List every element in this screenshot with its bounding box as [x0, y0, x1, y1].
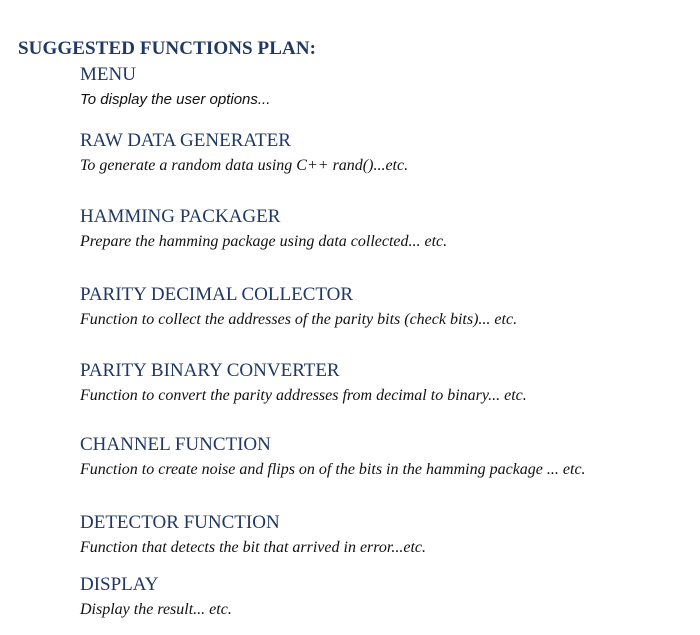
section-parity-decimal-collector [80, 284, 517, 330]
section-description: To generate a random data using C++ rand()...etc. [80, 157, 409, 174]
section-menu [80, 64, 270, 110]
section-description: Function to create noise and flips on of the bits in the hamming package ... etc. [80, 461, 586, 478]
section-heading: MENU [80, 64, 136, 85]
section-heading: PARITY BINARY CONVERTER [80, 360, 340, 381]
section-hamming-packager [80, 206, 447, 252]
section-detector-function [80, 512, 426, 558]
section-heading: HAMMING PACKAGER [80, 206, 281, 227]
document-title: SUGGESTED FUNCTIONS PLAN: [18, 38, 317, 59]
section-raw-data-generater [80, 130, 408, 176]
section-heading: DETECTOR FUNCTION [80, 512, 280, 533]
section-description: Display the result... etc. [80, 601, 232, 618]
section-description: Function to convert the parity addresses from decimal to binary... etc. [80, 387, 527, 404]
section-description: Function that detects the bit that arrived in error...etc. [80, 539, 427, 556]
section-heading: CHANNEL FUNCTION [80, 434, 271, 455]
section-description: Prepare the hamming package using data collected... etc. [80, 233, 448, 250]
section-heading: PARITY DECIMAL COLLECTOR [80, 284, 354, 305]
section-heading: DISPLAY [80, 574, 159, 595]
section-display [80, 574, 232, 620]
section-description: To display the user options... [80, 91, 271, 108]
section-channel-function [80, 434, 586, 480]
section-description: Function to collect the addresses of the parity bits (check bits)... etc. [80, 311, 518, 328]
section-parity-binary-converter [80, 360, 527, 406]
section-heading: RAW DATA GENERATER [80, 130, 291, 151]
